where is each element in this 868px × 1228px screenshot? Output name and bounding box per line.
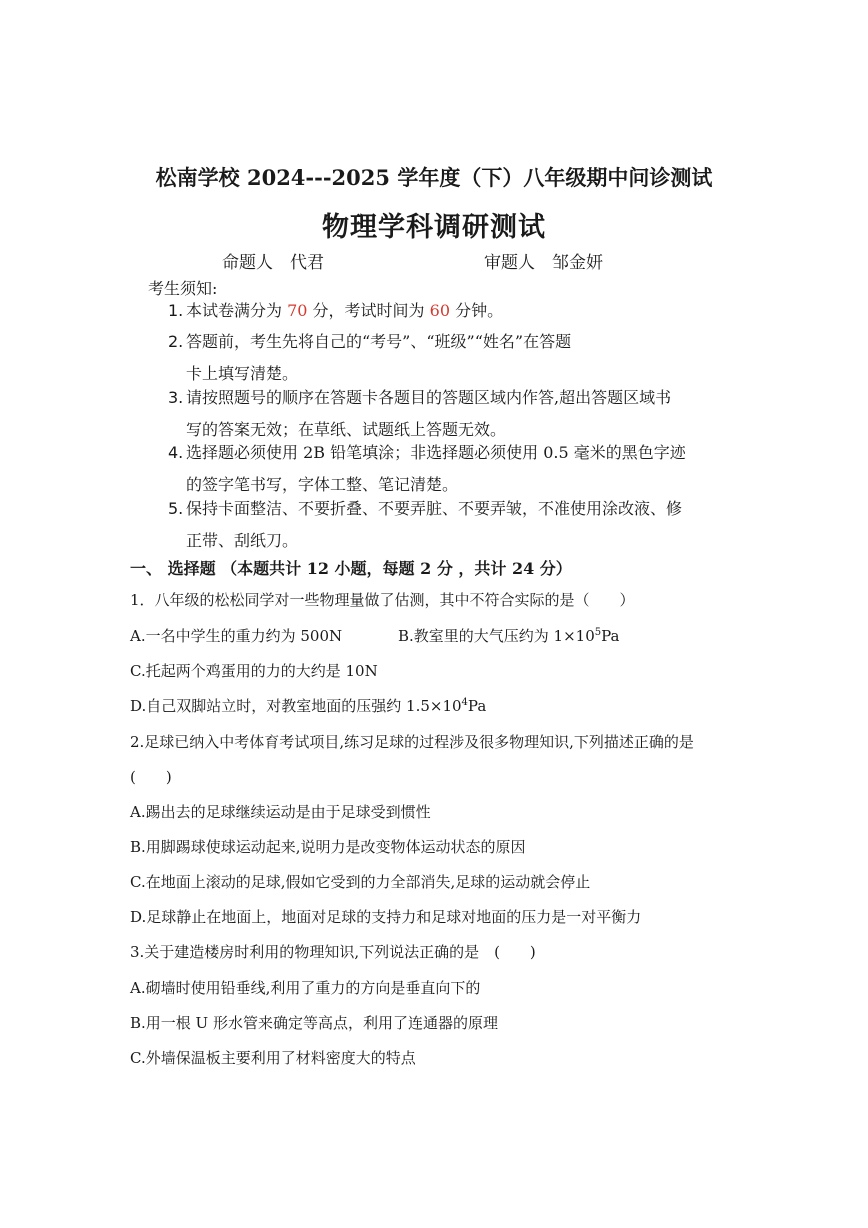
note-number: 2.: [168, 332, 184, 351]
notes-heading: 考生须知:: [148, 279, 218, 298]
question-1-option-a: A.一名中学生的重力约为 500N: [130, 627, 343, 645]
note-text-continued: 卡上填写清楚。: [186, 364, 299, 383]
note-text-continued: 写的答案无效；在草纸、试题纸上答题无效。: [186, 420, 507, 439]
question-2-option-d: D.足球静止在地面上，地面对足球的支持力和足球对地面的压力是一对平衡力: [130, 908, 642, 926]
reviewer-label: 审题人 邹金妍: [484, 253, 603, 273]
question-2-answer-paren: ( ): [130, 768, 172, 786]
question-2-option-c: C.在地面上滚动的足球,假如它受到的力全部消失,足球的运动就会停止: [130, 873, 591, 891]
time-limit-value: 60: [429, 301, 450, 320]
note-text: 分，考试时间为: [307, 301, 430, 320]
note-text: 选择题必须使用 2B 铅笔填涂；非选择题必须使用 0.5 毫米的黑色字迹: [186, 443, 686, 462]
note-text: 分钟。: [450, 301, 504, 320]
note-text: 本试卷满分为: [186, 301, 288, 320]
exam-title: 松南学校 2024---2025 学年度（下）八年级期中问诊测试: [155, 165, 713, 190]
note-number: 3.: [168, 388, 184, 407]
note-number: 4.: [168, 443, 184, 462]
question-3-option-b: B.用一根 U 形水管来确定等高点，利用了连通器的原理: [130, 1014, 498, 1032]
note-number: 1.: [168, 301, 184, 320]
note-text-continued: 的签字笔书写，字体工整、笔记清楚。: [186, 475, 459, 494]
note-text: 保持卡面整洁、不要折叠、不要弄脏、不要弄皱，不准使用涂改液、修: [186, 499, 683, 518]
note-text-continued: 正带、刮纸刀。: [186, 531, 299, 550]
section-heading: 一、 选择题 （本题共计 12 小题，每题 2 分 ，共计 24 分）: [130, 559, 572, 578]
question-3-option-c: C.外墙保温板主要利用了材料密度大的特点: [130, 1049, 416, 1067]
note-item-4: [168, 437, 748, 501]
question-3-option-a: A.砌墙时使用铅垂线,利用了重力的方向是垂直向下的: [130, 979, 481, 997]
question-3-stem: 3.关于建造楼房时利用的物理知识,下列说法正确的是 ( ): [130, 943, 536, 961]
note-item-1: [168, 295, 748, 327]
question-2-option-b: B.用脚踢球使球运动起来,说明力是改变物体运动状态的原因: [130, 838, 526, 856]
note-item-2: [168, 326, 748, 390]
question-1-option-b: B.教室里的大气压约为 $1\times 10^5Pa$: [398, 627, 620, 645]
question-1-option-c: C.托起两个鸡蛋用的力的大约是 10N: [130, 662, 378, 680]
question-1-stem: 1．八年级的松松同学对一些物理量做了估测，其中不符合实际的是（ ）: [130, 591, 635, 609]
question-1-option-d: D.自己双脚站立时，对教室地面的压强约 $1.5\times 10^4Pa$: [130, 697, 487, 715]
note-text: 请按照题号的顺序在答题卡各题目的答题区域内作答,超出答题区域书: [186, 388, 672, 407]
exam-subtitle: 物理学科调研测试: [322, 212, 546, 243]
note-text: 答题前，考生先将自己的“考号”、“班级”“姓名”在答题: [186, 332, 572, 351]
full-score-value: 70: [287, 301, 308, 320]
note-item-5: [168, 493, 748, 557]
author-label: 命题人 代君: [222, 253, 324, 273]
note-number: 5.: [168, 499, 184, 518]
question-2-option-a: A.踢出去的足球继续运动是由于足球受到惯性: [130, 803, 431, 821]
question-2-stem: 2.足球已纳入中考体育考试项目,练习足球的过程涉及很多物理知识,下列描述正确的是: [130, 733, 694, 751]
